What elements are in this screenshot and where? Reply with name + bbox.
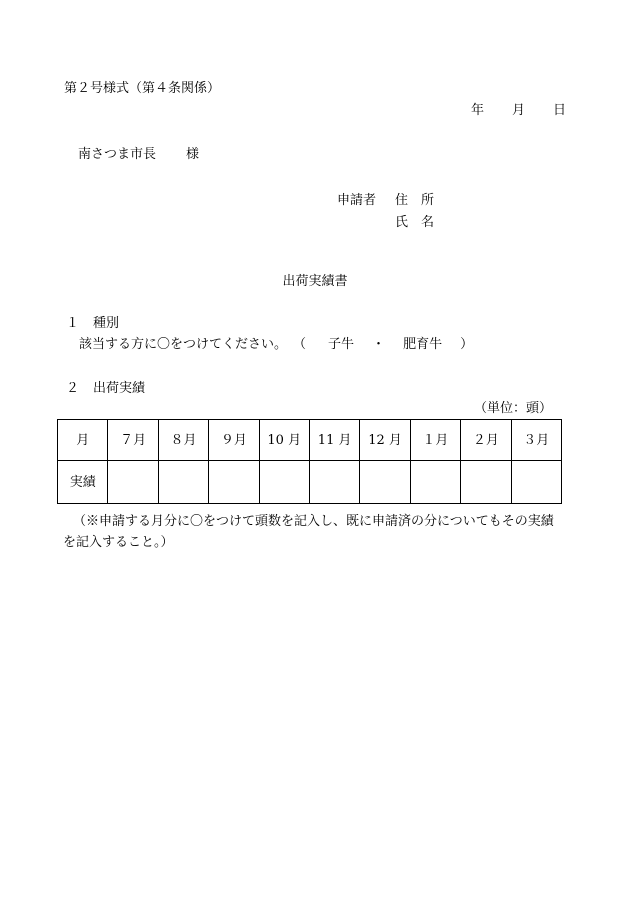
- result-cell[interactable]: [461, 461, 511, 504]
- header-month-label: 月: [58, 420, 108, 461]
- month-cell: １月: [410, 420, 460, 461]
- instruction-note-text: （※申請する月分に〇をつけて頭数を記入し、既に申請済の分についてもその実績を記入すること。）: [63, 514, 554, 550]
- row-label-results: 実績: [58, 461, 108, 504]
- month-cell: ２月: [461, 420, 511, 461]
- shipment-table: [57, 419, 562, 504]
- month-cell: 11 月: [309, 420, 359, 461]
- section2-number: ２: [66, 381, 80, 396]
- document-title: 出荷実績書: [282, 274, 348, 289]
- result-cell[interactable]: [360, 461, 410, 504]
- option-fattening-cattle[interactable]: 肥育牛: [403, 337, 443, 352]
- section1-heading: [66, 317, 119, 330]
- result-cell[interactable]: [108, 461, 158, 504]
- unit-label: （単位：頭）: [473, 401, 552, 416]
- applicant-address-label: 住 所: [395, 192, 435, 208]
- result-cell[interactable]: [511, 461, 561, 504]
- option-separator: ・: [372, 337, 386, 352]
- date-field: [471, 104, 566, 117]
- paren-close: ）: [460, 337, 474, 352]
- result-cell[interactable]: [309, 461, 359, 504]
- section1-title: 種別: [93, 316, 120, 331]
- section2-title: 出荷実績: [93, 381, 146, 396]
- month-cell: ９月: [209, 420, 259, 461]
- form-number: 第２号様式（第４条関係）: [64, 81, 221, 96]
- option-calf[interactable]: 子牛: [328, 337, 355, 352]
- addressee-honorific: 様: [186, 147, 200, 162]
- month-cell: ３月: [511, 420, 561, 461]
- month-cell: 10 月: [259, 420, 309, 461]
- applicant-label: 申請者: [337, 192, 377, 208]
- paren-open: （: [293, 337, 307, 352]
- section2-heading: [66, 382, 145, 395]
- section1-number: １: [66, 316, 80, 331]
- section1-instruction: 該当する方に〇をつけてください。: [79, 337, 288, 352]
- instruction-note: [63, 511, 563, 553]
- applicant-name-label: 氏 名: [395, 214, 435, 230]
- month-cell: ８月: [158, 420, 208, 461]
- applicant-block: [337, 189, 434, 233]
- date-year-label: 年: [470, 103, 484, 118]
- result-cell[interactable]: [158, 461, 208, 504]
- month-cell: ７月: [108, 420, 158, 461]
- result-cell[interactable]: [410, 461, 460, 504]
- section1-instruction-line: [79, 338, 473, 351]
- month-cell: 12 月: [360, 420, 410, 461]
- table-row: [58, 461, 562, 504]
- addressee-name: 南さつま市長: [78, 147, 157, 162]
- result-cell[interactable]: [259, 461, 309, 504]
- addressee: [78, 148, 199, 161]
- result-cell[interactable]: [209, 461, 259, 504]
- date-day-label: 日: [552, 103, 566, 118]
- table-header-row: [58, 420, 562, 461]
- date-month-label: 月: [511, 103, 525, 118]
